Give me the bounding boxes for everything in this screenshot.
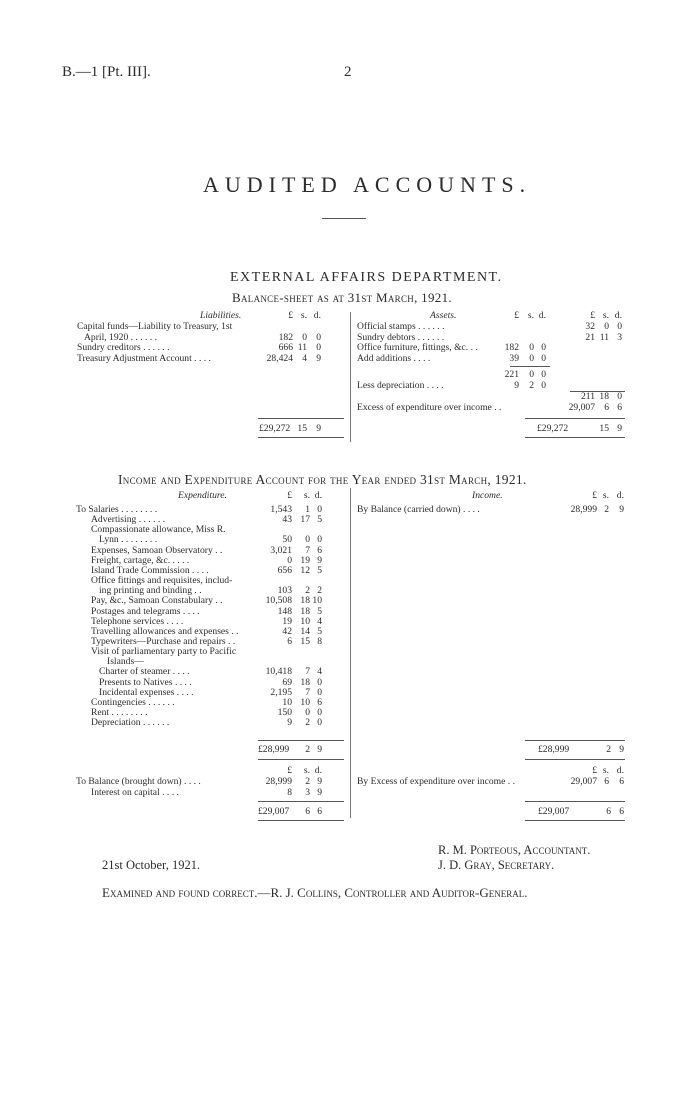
- liability-s: 11: [297, 342, 307, 354]
- expenditure-s: 18: [300, 605, 310, 617]
- income-heading: Income.: [472, 490, 503, 501]
- ie-head-right-pound: £: [592, 490, 597, 501]
- expenditure-l: 10,418: [265, 666, 292, 678]
- expenditure-s: 18: [300, 676, 310, 688]
- expenditure-item: Travelling allowances and expenses . .: [91, 625, 239, 637]
- asset-sub-s: 0: [529, 342, 534, 354]
- bs-head-left-shilling: s.: [300, 310, 307, 321]
- asset-sub-l: 182: [504, 342, 519, 354]
- asset-l: 32: [585, 321, 595, 332]
- asset-s: 0: [604, 321, 609, 332]
- expenditure-d: 5: [317, 605, 322, 617]
- liability-l: 666: [278, 342, 293, 354]
- expenditure-d: 0: [317, 686, 322, 698]
- expenditure-item: Postages and telegrams . . . .: [91, 605, 200, 617]
- expenditure-item: Office fittings and requisites, includ-: [91, 575, 233, 587]
- column-divider: [350, 488, 351, 818]
- excess-item: By Excess of expenditure over income . .: [357, 776, 515, 787]
- assets-heading: Assets.: [430, 310, 457, 321]
- page-title: AUDITED ACCOUNTS.: [203, 172, 532, 197]
- expenditure-item: Contingencies . . . . . .: [91, 696, 175, 708]
- ie-total-rule-right-top: [525, 740, 625, 741]
- expenditure-l: 10,508: [265, 595, 292, 607]
- asset-label: Sundry debtors . . . . . .: [357, 331, 445, 343]
- expenditure-item: Visit of parliamentary party to Pacific: [91, 646, 237, 658]
- bs-head-right-pound: £: [590, 310, 595, 321]
- expenditure-d: 0: [317, 676, 322, 688]
- balance-brought-down-s: 3: [305, 786, 310, 798]
- expenditure-d: 2: [317, 585, 322, 597]
- expenditure-d: 0: [317, 717, 322, 729]
- total-right-s: 15: [599, 423, 609, 434]
- expenditure-s: 2: [305, 585, 310, 597]
- balance-sheet-title: Balance-sheet as at 31st March, 1921.: [232, 290, 452, 305]
- balance-brought-down-l: 28,999: [265, 776, 292, 787]
- expenditure-s: 1: [305, 504, 310, 515]
- ie-total-rule-left-top: [258, 740, 344, 741]
- ie-head-right-shilling: s.: [602, 490, 609, 501]
- expenditure-item: Island Trade Commission . . . .: [91, 564, 209, 576]
- expenditure-s: 19: [300, 554, 310, 566]
- income-s: 2: [604, 504, 609, 515]
- asset-l: 29,007: [568, 401, 595, 413]
- asset-sub-l: 39: [509, 352, 519, 364]
- balance-brought-down-d: 9: [317, 776, 322, 787]
- expenditure-l: 148: [277, 605, 292, 617]
- ie-head-left-pence: d.: [314, 490, 322, 501]
- liability-l: 182: [278, 331, 293, 343]
- asset-s: 18: [599, 390, 609, 402]
- income-d: 9: [619, 504, 624, 515]
- balance-brought-down-item: Interest on capital . . . .: [91, 786, 179, 798]
- expenditure-l: 9: [287, 717, 292, 729]
- ie2-total-right-s: 6: [606, 806, 611, 817]
- expenditure-d: 5: [317, 564, 322, 576]
- ie-head-left-pound: £: [287, 490, 292, 501]
- expenditure-d: 4: [317, 615, 322, 627]
- total-right-d: 9: [617, 423, 622, 434]
- expenditure-l: 43: [282, 514, 292, 526]
- asset-s: 11: [599, 331, 609, 343]
- asset-sub-s: 0: [529, 369, 534, 380]
- expenditure-s: 7: [305, 686, 310, 698]
- expenditure-d: 9: [317, 554, 322, 566]
- department-heading: EXTERNAL AFFAIRS DEPARTMENT.: [230, 270, 503, 285]
- ie-total-right-d: 9: [619, 744, 624, 755]
- asset-d: 3: [617, 331, 622, 343]
- ie2-head-right-pence: d.: [616, 765, 624, 776]
- asset-label: Official stamps . . . . . .: [357, 321, 445, 332]
- balance-brought-down-d: 9: [317, 786, 322, 798]
- ie2-total-rule-right-top: [525, 801, 625, 802]
- total-left-d: 9: [316, 423, 321, 434]
- expenditure-item: Pay, &c., Samoan Constabulary . .: [91, 595, 223, 607]
- ie2-total-rule-right-bottom: [525, 820, 625, 821]
- liability-d: 0: [316, 331, 321, 343]
- ie2-head-left-pence: d.: [314, 765, 322, 776]
- expenditure-s: 10: [300, 615, 310, 627]
- expenditure-item: Rent . . . . . . . .: [91, 707, 148, 718]
- liability-label: Capital funds—Liability to Treasury, 1st: [77, 321, 233, 332]
- expenditure-l: 103: [277, 585, 292, 597]
- expenditure-l: 50: [282, 534, 292, 546]
- liability-label: Treasury Adjustment Account . . . .: [77, 352, 211, 364]
- ie-total-right-s: 2: [606, 744, 611, 755]
- expenditure-s: 12: [300, 564, 310, 576]
- asset-l: 211: [580, 390, 595, 402]
- expenditure-d: 10: [312, 595, 322, 607]
- expenditure-item: Charter of steamer . . . .: [99, 666, 190, 678]
- expenditure-l: 42: [282, 625, 292, 637]
- asset-label: Less depreciation . . . .: [357, 380, 444, 391]
- ie2-head-left-shilling: s.: [303, 765, 310, 776]
- expenditure-d: 5: [317, 625, 322, 637]
- expenditure-item: Depreciation . . . . . .: [91, 717, 170, 729]
- expenditure-s: 17: [300, 514, 310, 526]
- ie-head-left-shilling: s.: [303, 490, 310, 501]
- liability-label: Sundry creditors . . . . . .: [77, 342, 170, 354]
- liability-s: 0: [302, 331, 307, 343]
- expenditure-l: 10: [282, 696, 292, 708]
- expenditure-s: 7: [305, 544, 310, 556]
- excess-s: 6: [604, 776, 609, 787]
- balance-brought-down-s: 2: [305, 776, 310, 787]
- total-left-s: 15: [297, 423, 307, 434]
- expenditure-l: 3,021: [270, 544, 292, 556]
- ie-total-left-d: 9: [317, 744, 322, 755]
- asset-d: 6: [617, 401, 622, 413]
- ie-total-left-s: 2: [305, 744, 310, 755]
- asset-label: Office furniture, fittings, &c. . .: [357, 342, 478, 354]
- expenditure-l: 69: [282, 676, 292, 688]
- expenditure-d: 0: [317, 707, 322, 718]
- expenditure-item: Islands—: [107, 656, 144, 668]
- excess-l: 29,007: [570, 776, 597, 787]
- ie2-head-left-pound: £: [287, 765, 292, 776]
- income-item: By Balance (carried down) . . . .: [357, 504, 480, 515]
- asset-label: Add additions . . . .: [357, 352, 431, 364]
- ie-total-left: £28,999: [258, 744, 290, 755]
- expenditure-d: 0: [317, 534, 322, 546]
- expenditure-l: 656: [277, 564, 292, 576]
- signature-accountant: R. M. Porteous, Accountant.: [438, 843, 591, 857]
- expenditure-item: Compassionate allowance, Miss R.: [91, 524, 226, 536]
- expenditure-d: 8: [317, 635, 322, 647]
- expenditure-l: 2,195: [270, 686, 292, 698]
- bs-head-mid-shilling: s.: [527, 310, 534, 321]
- expenditure-s: 7: [305, 666, 310, 678]
- ie-total-rule-right-bottom: [525, 759, 625, 760]
- audit-certification: Examined and found correct.—R. J. Collins, Controller and Auditor-General.: [102, 885, 528, 900]
- ie-total-right: £28,999: [538, 744, 570, 755]
- total-right: £29,272: [537, 423, 569, 434]
- asset-sub-l: 221: [504, 369, 519, 380]
- bs-head-mid-pound: £: [514, 310, 519, 321]
- expenditure-heading: Expenditure.: [178, 490, 227, 501]
- ie2-total-rule-left-top: [258, 801, 344, 802]
- expenditure-s: 2: [305, 717, 310, 729]
- balance-brought-down-item: To Balance (brought down) . . . .: [76, 776, 201, 787]
- asset-sub-d: 0: [541, 369, 546, 380]
- asset-sub-l: 9: [514, 380, 519, 391]
- asset-d: 0: [617, 321, 622, 332]
- asset-sub-d: 0: [541, 380, 546, 391]
- signature-date: 21st October, 1921.: [102, 858, 201, 872]
- ie2-total-left-d: 6: [317, 806, 322, 817]
- asset-s: 6: [604, 401, 609, 413]
- bs-head-right-pence: d.: [614, 310, 622, 321]
- expenditure-item: Advertising . . . . . .: [91, 514, 166, 526]
- income-l: 28,999: [570, 504, 597, 515]
- ie2-head-right-shilling: s.: [602, 765, 609, 776]
- page-number: 2: [344, 64, 352, 80]
- ie-head-right-pence: d.: [616, 490, 624, 501]
- asset-label: Excess of expenditure over income . .: [357, 401, 502, 413]
- signature-secretary: J. D. Gray, Secretary.: [438, 858, 555, 872]
- expenditure-d: 5: [317, 514, 322, 526]
- expenditure-item: To Salaries . . . . . . . .: [76, 504, 158, 515]
- expenditure-l: 1,543: [270, 504, 292, 515]
- bs-head-left-pound: £: [288, 310, 293, 321]
- expenditure-l: 6: [287, 635, 292, 647]
- ie-total-rule-left-bottom: [258, 759, 344, 760]
- expenditure-s: 10: [300, 696, 310, 708]
- bs-head-mid-pence: d.: [538, 310, 546, 321]
- expenditure-l: 0: [287, 554, 292, 566]
- liabilities-heading: Liabilities.: [200, 310, 242, 321]
- expenditure-l: 150: [277, 707, 292, 718]
- expenditure-item: Typewriters—Purchase and repairs . .: [91, 635, 236, 647]
- expenditure-d: 6: [317, 696, 322, 708]
- ie2-total-right: £29,007: [538, 806, 570, 817]
- bs-head-left-pence: d.: [313, 310, 321, 321]
- ie2-head-right-pound: £: [592, 765, 597, 776]
- asset-sub-s: 0: [529, 352, 534, 364]
- expenditure-s: 18: [300, 595, 310, 607]
- liability-l: 28,424: [266, 352, 293, 364]
- expenditure-d: 4: [317, 666, 322, 678]
- excess-d: 6: [619, 776, 624, 787]
- ie2-total-right-d: 6: [619, 806, 624, 817]
- expenditure-item: Expenses, Samoan Observatory . .: [91, 544, 223, 556]
- expenditure-d: 6: [317, 544, 322, 556]
- expenditure-d: 0: [317, 504, 322, 515]
- expenditure-item: Lynn . . . . . . . .: [99, 534, 158, 546]
- expenditure-item: Presents to Natives . . . .: [99, 676, 192, 688]
- liability-s: 4: [302, 352, 307, 364]
- asset-sub-d: 0: [541, 352, 546, 364]
- expenditure-item: Freight, cartage, &c. . . . .: [91, 554, 190, 566]
- expenditure-s: 0: [305, 534, 310, 546]
- page-reference: B.—1 [Pt. III].: [62, 64, 151, 80]
- balance-brought-down-l: 8: [287, 786, 292, 798]
- asset-l: 21: [585, 331, 595, 343]
- expenditure-s: 15: [300, 635, 310, 647]
- bs-head-right-shilling: s.: [602, 310, 609, 321]
- expenditure-item: Incidental expenses . . . .: [99, 686, 194, 698]
- ie2-total-left-s: 6: [305, 806, 310, 817]
- ie2-total-left: £29,007: [258, 806, 290, 817]
- liability-label: April, 1920 . . . . . .: [84, 331, 158, 343]
- ie2-total-rule-left-bottom: [258, 820, 344, 821]
- expenditure-item: ing printing and binding . .: [99, 585, 202, 597]
- expenditure-s: 0: [305, 707, 310, 718]
- asset-sub-d: 0: [541, 342, 546, 354]
- liability-d: 9: [316, 352, 321, 364]
- expenditure-l: 19: [282, 615, 292, 627]
- expenditure-item: Telephone services . . . .: [91, 615, 184, 627]
- income-account-title: Income and Expenditure Account for the Year ended 31st March, 1921.: [118, 472, 527, 487]
- total-left: £29,272: [259, 423, 291, 434]
- expenditure-s: 14: [300, 625, 310, 637]
- asset-sub-s: 2: [529, 380, 534, 391]
- asset-d: 0: [617, 390, 622, 402]
- liability-d: 0: [316, 342, 321, 354]
